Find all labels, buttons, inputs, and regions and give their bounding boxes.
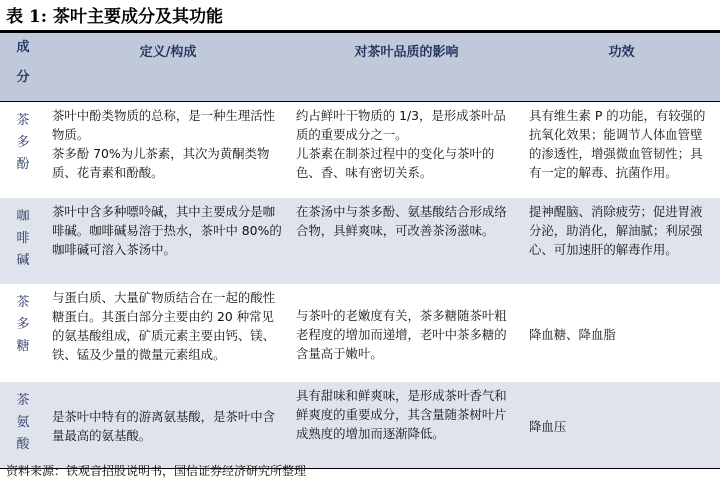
table-row [0,284,720,382]
name-char: 咖 [16,209,30,224]
cell-effect: 降血糖、降血脂 [529,326,616,342]
table-title: 表 1: 茶叶主要成分及其功能 [6,7,223,27]
row-name-caffeine [0,198,46,284]
name-char: 啡 [16,231,30,246]
name-char: 多 [16,317,30,332]
cell-quality-impact: 与茶叶的老嫩度有关，茶多糖随茶叶粗老程度的增加而递增，老叶中茶多糖的含量高于嫩叶。 [296,307,507,361]
header-component-label [0,33,46,93]
name-char: 多 [16,135,30,150]
cell-quality-impact: 具有甜味和鲜爽味，是形成茶叶香气和鲜爽度的重要成分，其含量随茶树叶片成熟度的增加而逐渐降低。 [290,382,523,469]
row-name-tea-polysaccharide [0,284,46,382]
name-char: 茶 [16,295,30,310]
header-component [0,33,46,102]
name-char: 分 [16,70,30,85]
cell-effect: 提神醒脑、消除疲劳；促进胃液分泌，助消化，解油腻；利尿强心、可加速肝的解毒作用。 [523,198,720,284]
name-char: 成 [16,40,30,55]
header-definition: 定义/构成 [46,33,290,102]
header-effect: 功效 [523,33,720,102]
cell-effect: 具有维生素 P 的功能，有较强的抗氧化效果；能调节人体血管壁的渗透性，增强微血管韧性；具有一定的解毒、抗菌作用。 [529,108,706,180]
row-name-tea-polyphenol [0,102,46,199]
cell-effect: 降血压 [523,382,720,469]
name-char: 碱 [16,253,30,268]
cell-definition: 与蛋白质、大量矿物质结合在一起的酸性糖蛋白。其蛋白部分主要由约 20 种常见的氨基酸组成，矿质元素主要由钙、镁、铁、锰及少量的微量元素组成。 [52,290,276,362]
cell-quality-impact: 在茶汤中与茶多酚、氨基酸结合形成络合物，具鲜爽味，可改善茶汤滋味。 [290,198,523,284]
name-char: 茶 [16,393,30,408]
cell-definition: 是茶叶中特有的游离氨基酸，是茶叶中含量最高的氨基酸。 [46,382,290,469]
table-row [0,198,720,284]
name-char: 茶 [16,113,30,128]
name-char: 糖 [16,339,30,354]
name-char: 酸 [16,437,30,452]
cell-quality-impact: 约占鲜叶干物质的 1/3，是形成茶叶品质的重要成分之一。 儿茶素在制茶过程中的变化与茶叶的色、香、味有密切关系。 [296,108,506,180]
header-quality-impact: 对茶叶品质的影响 [290,33,523,102]
row-name-theanine [0,382,46,469]
table-row [0,382,720,469]
cell-definition: 茶叶中含多种嘌呤碱，其中主要成分是咖啡碱。咖啡碱易溶于热水，茶叶中 80%的咖啡碱可溶入茶汤中。 [46,198,290,284]
components-table [0,33,720,469]
table-header-row [0,33,720,102]
source-note: 资料来源：铁观音招股说明书，国信证券经济研究所整理 [6,464,307,478]
name-char: 氨 [16,415,30,430]
cell-definition: 茶叶中酚类物质的总称，是一种生理活性物质。 茶多酚 70%为儿茶素，其次为黄酮类物质、花青素和酚酸。 [52,108,276,180]
table-row [0,102,720,199]
name-char: 酚 [16,157,30,172]
